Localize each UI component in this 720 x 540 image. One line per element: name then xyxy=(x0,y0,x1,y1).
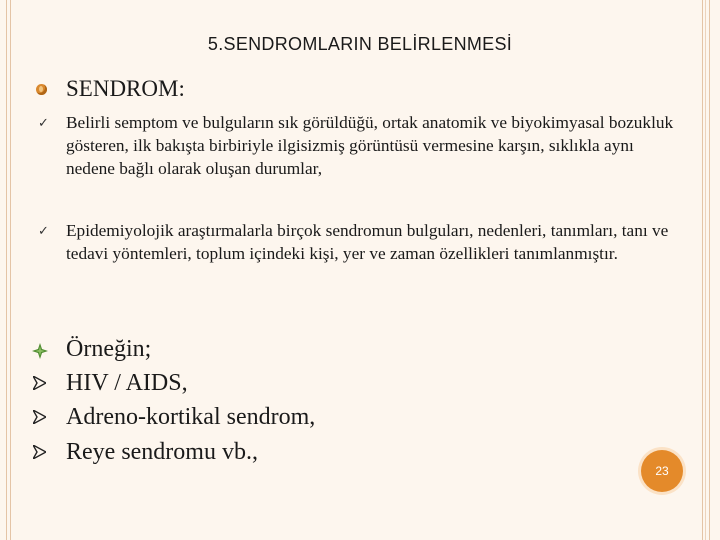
paragraph-epidemiology: Epidemiyolojik araştırmalarla birçok sendromun bulguları, nedenleri, tanımları, tanı ve tedavi yöntemleri, toplum içindeki kişi, yer ve zaman özellikleri tanımlanmıştır. xyxy=(66,221,669,263)
example-item: Reye sendromu vb., xyxy=(66,439,258,465)
coin-bullet-icon xyxy=(36,84,47,95)
arrow-bullet-icon xyxy=(33,376,46,390)
example-heading: Örneğin; xyxy=(66,336,152,362)
section-heading: SENDROM: xyxy=(66,76,185,101)
arrow-bullet-icon xyxy=(33,410,46,424)
frame-left-border xyxy=(6,0,11,540)
example-item: Adreno-kortikal sendrom, xyxy=(66,404,316,430)
check-mark-icon: ✓ xyxy=(38,224,49,239)
page-number-badge: 23 xyxy=(641,450,683,492)
example-item: HIV / AIDS, xyxy=(66,370,188,396)
check-mark-icon: ✓ xyxy=(38,116,49,131)
arrow-bullet-icon xyxy=(33,445,46,459)
paragraph-definition: Belirli semptom ve bulguların sık görüldüğü, ortak anatomik ve biyokimyasal bozukluk gösteren, ilk bakışta birbiriyle ilgisizmiş görüntüsü vermesine karşın, sıklıkla aynı nedene bağlı olarak oluşan durumlar, xyxy=(66,113,674,178)
slide-title: 5.SENDROMLARIN BELİRLENMESİ xyxy=(207,34,513,54)
frame-right-border xyxy=(702,0,710,540)
diamond-bullet-icon xyxy=(32,343,48,359)
